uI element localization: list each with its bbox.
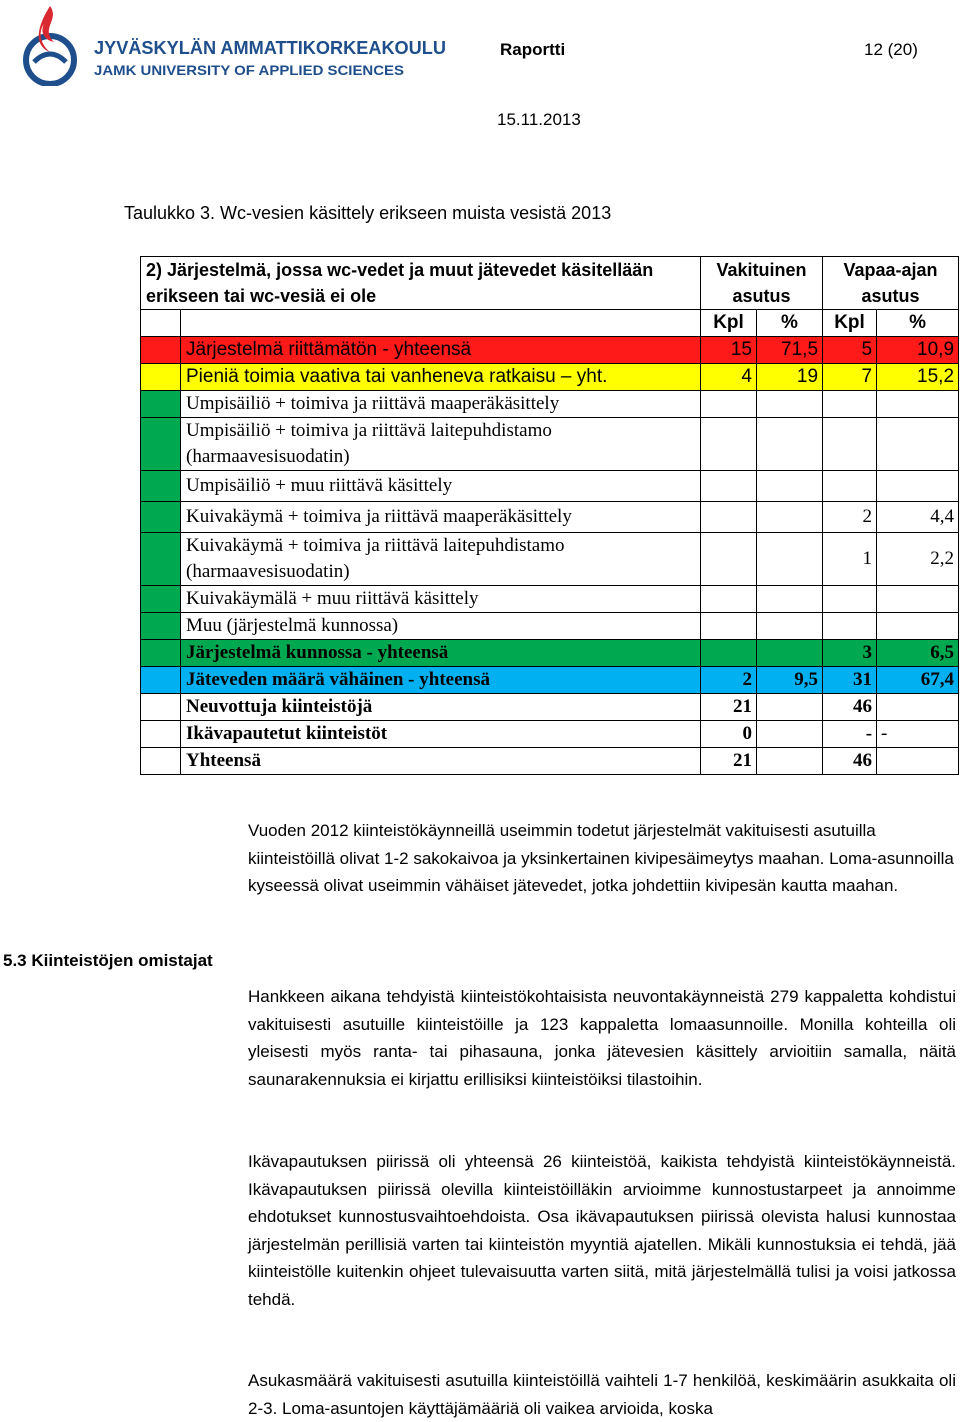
table-row: Muu (järjestelmä kunnossa) bbox=[141, 613, 959, 640]
paragraph-visits: Hankkeen aikana tehdyistä kiinteistökohtaisista neuvontakäynneistä 279 kappaletta kohdistui vakituisesti asutuille kiinteistöille ja 123 kappaletta lomaasunnoille. Monilla kohteilla oli yleisesti myös ranta- tai pihasauna, jonka jätevesien käsittely arvioitiin samalla, näitä saunarakennuksia ei kirjattu erillisiksi kiinteistöiksi tilastoihin. bbox=[248, 987, 956, 1089]
table-subheader-row bbox=[141, 310, 959, 337]
document-date: 15.11.2013 bbox=[497, 110, 581, 129]
logo-emblem-icon bbox=[26, 6, 74, 84]
kpl-leisure: Kpl bbox=[823, 310, 877, 337]
kpl-perm: Kpl bbox=[701, 310, 757, 337]
table-row: Umpisäiliö + toimiva ja riittävä maaperäkäsittely bbox=[141, 391, 959, 418]
logo-line1: JYVÄSKYLÄN AMMATTIKORKEAKOULU bbox=[94, 37, 446, 58]
table-caption: Taulukko 3. Wc-vesien käsittely erikseen muista vesistä 2013 bbox=[124, 203, 612, 223]
table-row: Pieniä toimia vaativa tai vanheneva ratkaisu – yht. 4 19 7 15,2 bbox=[141, 364, 959, 391]
table-row: Kuivakäymä + toimiva ja riittävä maaperäkäsittely 2 4,4 bbox=[141, 502, 959, 533]
wc-water-table bbox=[140, 256, 959, 775]
logo-line2: JAMK UNIVERSITY OF APPLIED SCIENCES bbox=[94, 62, 404, 78]
table-row: Jäteveden määrä vähäinen - yhteensä 2 9,5 31 67,4 bbox=[141, 667, 959, 694]
pct-perm: % bbox=[757, 310, 823, 337]
document-type: Raportti bbox=[500, 40, 566, 59]
table-title: 2) Järjestelmä, jossa wc-vedet ja muut jätevedet käsitellään erikseen tai wc-vesiä ei ole bbox=[141, 257, 701, 310]
section-heading: 5.3 Kiinteistöjen omistajat bbox=[3, 951, 213, 970]
col-header-permanent: Vakituinen asutus bbox=[701, 257, 823, 310]
table-row: Umpisäiliö + muu riittävä käsittely bbox=[141, 471, 959, 502]
paragraph-residents: Asukasmäärä vakituisesti asutuilla kiinteistöillä vaihteli 1-7 henkilöä, keskimäärin asukkaita oli 2-3. Loma-asuntojen käyttäjämääriä oli vaikea arvioida, koska bbox=[248, 1371, 956, 1418]
page-number: 12 (20) bbox=[864, 40, 918, 59]
table-row: Kuivakäymälä + muu riittävä käsittely bbox=[141, 586, 959, 613]
jamk-logo bbox=[10, 2, 450, 86]
table-row: Neuvottuja kiinteistöjä 21 46 bbox=[141, 694, 959, 721]
paragraph-age-exemption: Ikävapautuksen piirissä oli yhteensä 26 kiinteistöä, kaikista tehdyistä kiinteistökäynneistä. Ikävapautuksen piirissä olevilla kiinteistöilläkin arvioimme kunnostustarpeet ja annoimme ehdotukset kunnostusvaihtoehdoista. Osa ikävapautuksen piirissä olevista halusi kunnostaa järjestelmän perillisiä varten tai kiinteistön myyntiä ajatellen. Mikäli kunnostuksia ei tehdä, jää kiinteistölle kuitenkin ohjeet tulevaisuutta varten siitä, mitä järjestelmällä tulisi ja voisi jatkossa tehdä. bbox=[248, 1152, 956, 1309]
paragraph-summary: Vuoden 2012 kiinteistökäynneillä useimmin todetut järjestelmät vakituisesti asutuilla kiinteistöillä olivat 1-2 sakokaivoa ja yksinkertainen kivipesäimeytys maahan. Loma-asunnoilla kyseessä olivat useimmin vähäiset jätevedet, jotka johdettiin kivipesän kautta maahan. bbox=[248, 821, 954, 896]
table-row: Järjestelmä kunnossa - yhteensä 3 6,5 bbox=[141, 640, 959, 667]
pct-leisure: % bbox=[877, 310, 959, 337]
table-row: Kuivakäymä + toimiva ja riittävä laitepuhdistamo (harmaavesisuodatin) 1 2,2 bbox=[141, 533, 959, 586]
table-header-row bbox=[141, 257, 959, 310]
col-header-leisure: Vapaa-ajan asutus bbox=[823, 257, 959, 310]
table-row: Umpisäiliö + toimiva ja riittävä laitepuhdistamo (harmaavesisuodatin) bbox=[141, 418, 959, 471]
table-row: Järjestelmä riittämätön - yhteensä 15 71,5 5 10,9 bbox=[141, 337, 959, 364]
table-row: Ikävapautetut kiinteistöt 0 - - bbox=[141, 721, 959, 748]
table-row: Yhteensä 21 46 bbox=[141, 748, 959, 775]
